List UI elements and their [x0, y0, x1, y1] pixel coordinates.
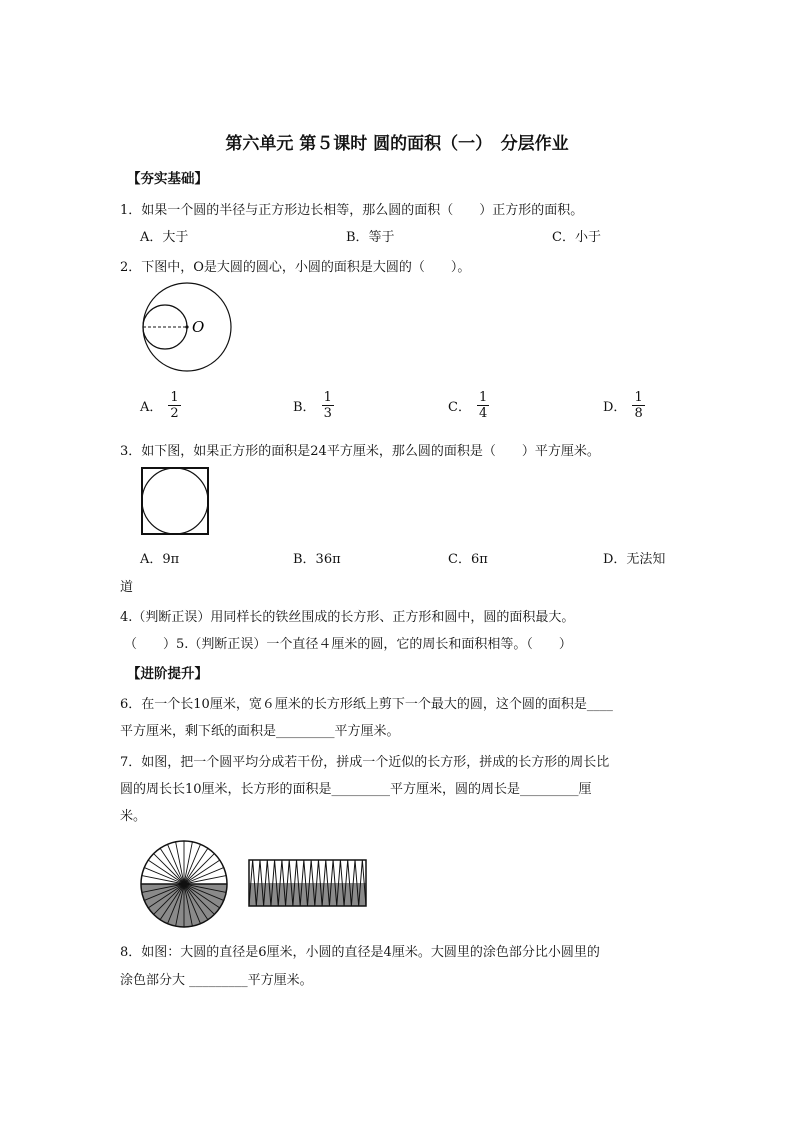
- q2-option-d: [603, 390, 645, 421]
- q2-option-c-letter: C．: [448, 400, 471, 415]
- question-4: 4.（判断正误）用同样长的铁丝围成的长方形、正方形和圆中，圆的面积最大。: [120, 610, 575, 625]
- q3-option-d-wrap: 道: [120, 580, 134, 595]
- question-1: 1．如果一个圆的半径与正方形边长相等，那么圆的面积（ ）正方形的面积。: [120, 203, 584, 218]
- question-6-line-2: 平方厘米，剩下纸的面积是_________平方厘米。: [120, 724, 400, 739]
- q2-option-a: [140, 390, 181, 421]
- q2-option-b-letter: B．: [293, 400, 316, 415]
- question-3: 3．如下图，如果正方形的面积是24平方厘米，那么圆的面积是（ ）平方厘米。: [120, 444, 600, 459]
- q2-option-a-letter: A．: [140, 400, 163, 415]
- q2-center-label: O: [192, 318, 205, 336]
- question-7-line-1: 7．如图，把一个圆平均分成若干份，拼成一个近似的长方形，拼成的长方形的周长比: [120, 755, 610, 770]
- question-7-line-2: 圆的周长长10厘米，长方形的面积是_________平方厘米，圆的周长是_________厘: [120, 782, 592, 797]
- question-8-line-1: 8．如图：大圆的直径是6厘米，小圆的直径是4厘米。大圆里的涂色部分比小圆里的: [120, 945, 600, 960]
- q3-option-d: D．无法知: [603, 552, 666, 567]
- q7-circle-spoke: [184, 854, 214, 884]
- q2-option-b-fraction: $\frac{1}{3}$: [323, 390, 332, 421]
- q3-option-b: B．36π: [293, 552, 341, 567]
- question-2: 2．下图中，O是大圆的圆心，小圆的面积是大圆的（ ）。: [120, 260, 471, 275]
- q7-circle-spoke: [154, 854, 184, 884]
- q2-option-c: [448, 390, 489, 421]
- section-heading-basic: 【夯实基础】: [127, 171, 208, 187]
- q7-divided-circle: [138, 838, 230, 930]
- q3-inscribed-circle: [142, 468, 208, 534]
- q2-option-c-fraction: $\frac{1}{4}$: [478, 390, 488, 421]
- q1-option-b: B．等于: [346, 230, 395, 245]
- q1-option-a: A．大于: [140, 230, 189, 245]
- question-6-line-1: 6．在一个长10厘米，宽６厘米的长方形纸上剪下一个最大的圆，这个圆的面积是____: [120, 697, 613, 712]
- q3-option-a: A．9π: [140, 552, 180, 567]
- q2-option-a-fraction: $\frac{1}{2}$: [170, 390, 179, 421]
- q2-option-d-fraction: $\frac{1}{8}$: [634, 390, 643, 421]
- q2-circles-figure: [135, 280, 235, 374]
- q7-rearranged-rectangle: [247, 857, 369, 909]
- question-5: （ ）5.（判断正误）一个直径４厘米的圆，它的周长和面积相等。（ ）: [124, 637, 572, 652]
- question-7-line-3: 米。: [120, 809, 147, 824]
- q2-option-b: [293, 390, 334, 421]
- section-heading-advanced: 【进阶提升】: [127, 666, 208, 682]
- q2-center-dot: [185, 325, 188, 328]
- q3-option-c: C．6π: [448, 552, 488, 567]
- page-title: 第六单元 第５课时 圆的面积（一） 分层作业: [225, 134, 569, 154]
- question-8-line-2: 涂色部分大 _________平方厘米。: [120, 973, 313, 988]
- q3-square-circle-figure: [140, 466, 212, 538]
- q1-option-c: C．小于: [552, 230, 601, 245]
- q2-option-d-letter: D．: [603, 400, 627, 415]
